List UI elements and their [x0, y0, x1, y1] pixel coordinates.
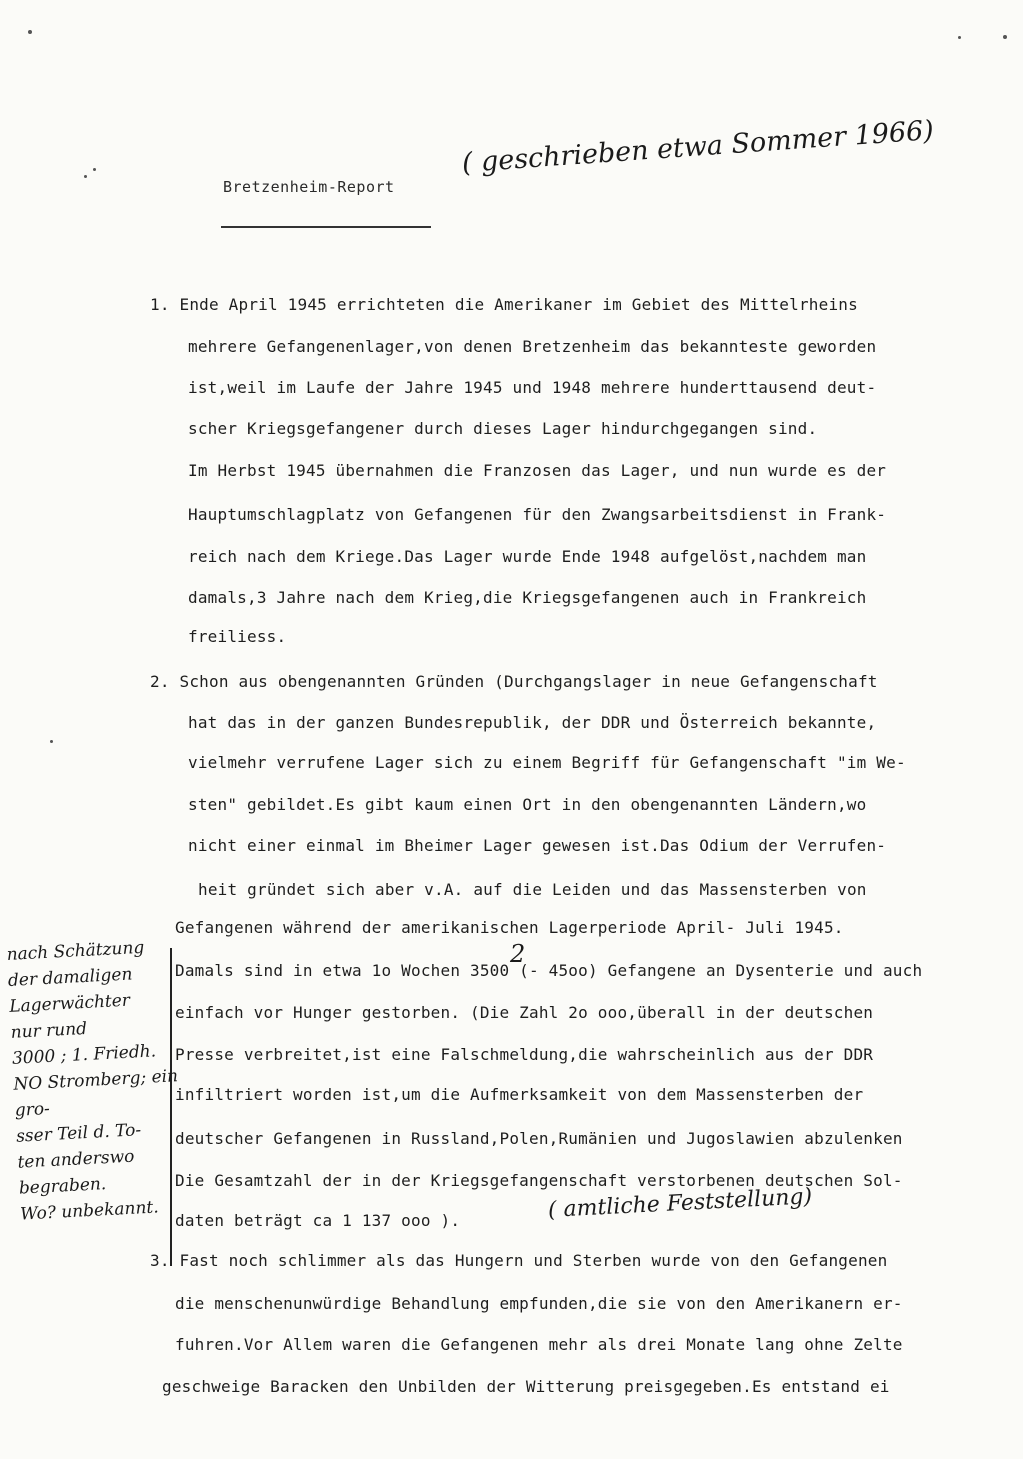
body-line: Damals sind in etwa 1o Wochen 3500 (- 45oo) Gefangene an Dysenterie und auch [175, 961, 923, 980]
scan-speck [50, 740, 53, 743]
body-line: Die Gesamtzahl der in der Kriegsgefangenschaft verstorbenen deutschen Sol- [175, 1171, 903, 1190]
scan-speck [28, 30, 32, 34]
document-title: Bretzenheim-Report [223, 178, 395, 196]
body-line: nicht einer einmal im Bheimer Lager gewesen ist.Das Odium der Verrufen- [188, 836, 887, 855]
body-line: hat das in der ganzen Bundesrepublik, der DDR und Österreich bekannte, [188, 713, 877, 732]
body-line: damals,3 Jahre nach dem Krieg,die Kriegsgefangenen auch in Frankreich [188, 588, 867, 607]
body-line: einfach vor Hunger gestorben. (Die Zahl 2o ooo,überall in der deutschen [175, 1003, 874, 1022]
body-line: sten" gebildet.Es gibt kaum einen Ort in den obengenannten Ländern,wo [188, 795, 867, 814]
handwritten-date-note: ( geschrieben etwa Sommer 1966) [460, 115, 935, 179]
body-line: vielmehr verrufene Lager sich zu einem Begriff für Gefangenschaft "im We- [188, 753, 906, 772]
body-line: 3. Fast noch schlimmer als das Hungern und Sterben wurde von den Gefangenen [150, 1251, 888, 1270]
scan-speck [84, 175, 87, 178]
body-line: die menschenunwürdige Behandlung empfunden,die sie von den Amerikanern er- [175, 1294, 903, 1313]
body-line: reich nach dem Kriege.Das Lager wurde Ende 1948 aufgelöst,nachdem man [188, 547, 867, 566]
handwritten-margin-note: nach Schätzung der damaligen Lagerwächter nur rund 3000 ; 1. Friedh. NO Stromberg; ein gro- sser Teil d. To- ten anderswo begraben. Wo? unbekannt. [6, 937, 179, 1225]
body-line: Im Herbst 1945 übernahmen die Franzosen das Lager, und nun wurde es der [188, 461, 887, 480]
body-line: 1. Ende April 1945 errichteten die Amerikaner im Gebiet des Mittelrheins [150, 295, 858, 314]
body-line: geschweige Baracken den Unbilden der Witterung preisgegeben.Es entstand ei [162, 1377, 890, 1396]
body-line: 2. Schon aus obengenannten Gründen (Durchgangslager in neue Gefangenschaft [150, 672, 878, 691]
title-underline [221, 226, 431, 228]
body-line: heit gründet sich aber v.A. auf die Leiden und das Massensterben von [198, 880, 867, 899]
body-line: fuhren.Vor Allem waren die Gefangenen mehr als drei Monate lang ohne Zelte [175, 1335, 903, 1354]
handwritten-correction: 2 [510, 940, 526, 968]
body-line: Presse verbreitet,ist eine Falschmeldung,die wahrscheinlich aus der DDR [175, 1045, 874, 1064]
scan-speck [958, 36, 961, 39]
scan-speck [93, 168, 96, 171]
body-line: daten beträgt ca 1 137 ooo ). [175, 1211, 461, 1230]
body-line: infiltriert worden ist,um die Aufmerksamkeit von dem Massensterben der [175, 1085, 864, 1104]
body-line: mehrere Gefangenenlager,von denen Bretzenheim das bekannteste geworden [188, 337, 877, 356]
handwritten-inline-note: ( amtliche Feststellung) [547, 1184, 813, 1223]
scan-speck [1003, 35, 1007, 39]
body-line: ist,weil im Laufe der Jahre 1945 und 1948 mehrere hunderttausend deut- [188, 378, 877, 397]
body-line: Hauptumschlagplatz von Gefangenen für den Zwangsarbeitsdienst in Frank- [188, 505, 887, 524]
body-line: Gefangenen während der amerikanischen Lagerperiode April- Juli 1945. [175, 918, 844, 937]
body-line: scher Kriegsgefangener durch dieses Lager hindurchgegangen sind. [188, 419, 818, 438]
body-line: freiliess. [188, 627, 287, 646]
body-line: deutscher Gefangenen in Russland,Polen,Rumänien und Jugoslawien abzulenken [175, 1129, 903, 1148]
